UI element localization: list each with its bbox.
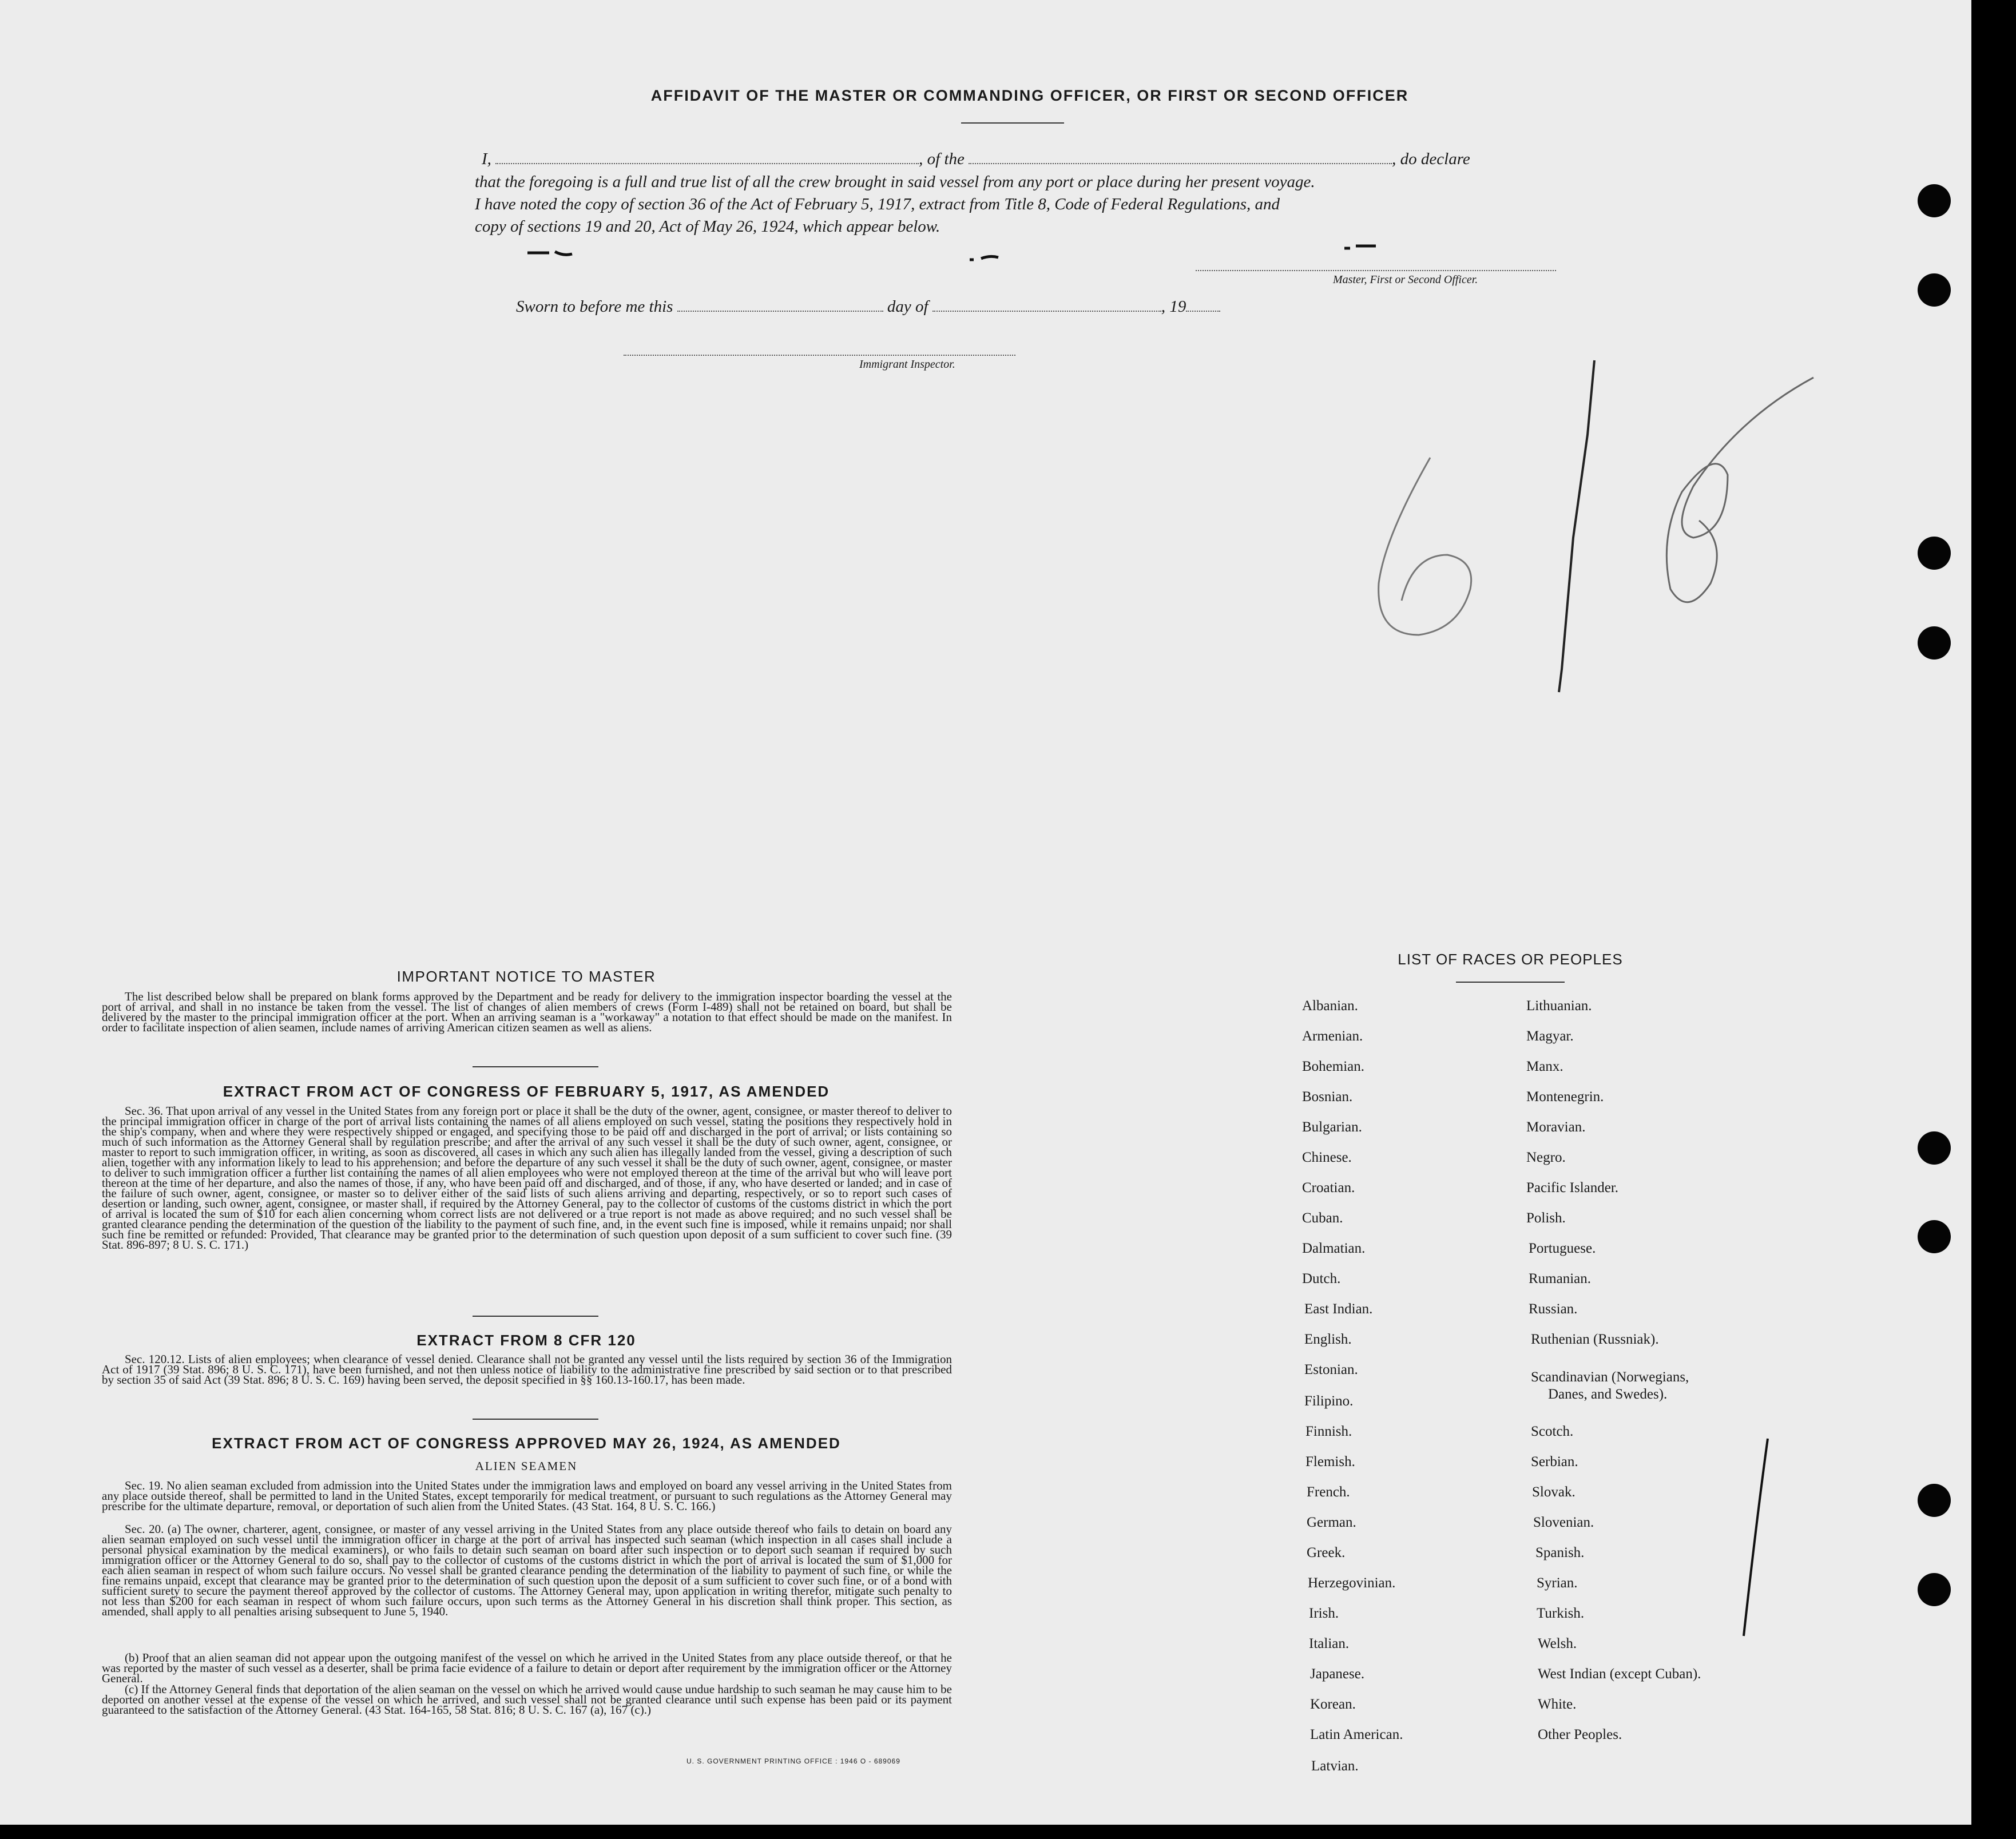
- sec20c-body: (c) If the Attorney General finds that deportation of the alien seaman on the vessel on which he arrived would cause undue hardship to such seaman he may cause him to be deported on another vessel at the expense of the vessel on which he arrived, and such vessel shall not be granted clearance until such expense has been paid or its payment guaranteed to the satisfaction of the Attorney General. (43 Stat. 164-165, 58 Stat. 816; 8 U. S. C. 167 (a), 167 (c).): [102, 1682, 952, 1717]
- punch-hole: [1918, 184, 1951, 217]
- race-item: Dutch.: [1302, 1271, 1341, 1286]
- race-item: Greek.: [1307, 1545, 1346, 1560]
- inspector-caption: Immigrant Inspector.: [859, 358, 955, 371]
- punch-hole: [1918, 1484, 1951, 1517]
- extract-1917-body: Sec. 36. That upon arrival of any vessel in the United States from any foreign port or place it shall be the duty of the owner, agent, consignee, or master thereof to deliver to the principal immigration officer in charge of the port of arrival lists containing the names of all aliens employed on such vessel, stating the positions they respectively hold in the ship's company, when and where they were respectively shipped or engaged, and specifying those to be paid off and discharged in the port of arrival; or lists containing so much of such information as the Attorney General shall by regulation prescribe; and after the arrival of any such vessel it shall be the duty of such owner, agent, consignee, or master to report to such immigration officer, in writing, as soon as discovered, all cases in which any such alien has illegally landed from the vessel, giving a description of such alien, together with any information likely to lead to his apprehension; and before the departure of any such vessel it shall be the duty of such owner, agent, consignee, or master to deliver to such immigration officer a further list containing the names of all alien employees who were not employed thereon at the time of the arrival but who will leave port thereon at the time of her departure, and also the names of those, if any, who have been paid off and discharged, and of those, if any, who have deserted or landed; and in case of the failure of such owner, agent, consignee, or master so to deliver either of the said lists of such aliens arriving and departing, respectively, or so to report such cases of desertion or landing, such owner, agent, consignee, or master shall, if required by the Attorney General, pay to the collector of customs of the customs district in which the port of arrival is located the sum of $10 for each alien concerning whom correct lists are not delivered or a true report is not made as above required; and no such vessel shall be granted clearance pending the determination of the question of the liability to the payment of such fine, and, in the event such fine is imposed, while it remains unpaid; nor shall such fine be remitted or refunded: Provided, That clearance may be granted prior to the determination of such question upon deposit of a sum sufficient to cover such fine. (39 Stat. 896-897; 8 U. S. C. 171.): [102, 1104, 952, 1252]
- divider: [473, 1419, 598, 1420]
- punch-hole: [1918, 273, 1951, 307]
- race-item: German.: [1307, 1515, 1356, 1530]
- race-item: Danes, and Swedes).: [1548, 1387, 1668, 1402]
- race-item: Italian.: [1309, 1636, 1350, 1651]
- race-item: Irish.: [1309, 1606, 1339, 1621]
- punch-hole: [1918, 626, 1951, 660]
- notice-title: IMPORTANT NOTICE TO MASTER: [396, 968, 656, 985]
- punch-hole: [1918, 537, 1951, 570]
- name-blank[interactable]: [495, 163, 919, 164]
- year-blank[interactable]: [1186, 311, 1220, 312]
- race-item: Turkish.: [1537, 1606, 1585, 1621]
- master-signature-line[interactable]: [1196, 256, 1556, 271]
- race-item: Estonian.: [1304, 1362, 1358, 1377]
- race-item: Scotch.: [1531, 1424, 1574, 1439]
- race-item: Scandinavian (Norwegians,: [1531, 1369, 1689, 1385]
- divider: [1456, 982, 1565, 983]
- race-item: Rumanian.: [1529, 1271, 1592, 1286]
- race-item: Herzegovinian.: [1308, 1575, 1396, 1591]
- punch-hole: [1918, 1131, 1951, 1165]
- race-item: Syrian.: [1537, 1575, 1578, 1591]
- race-item: French.: [1307, 1484, 1350, 1500]
- sec20a-body: Sec. 20. (a) The owner, charterer, agent, consignee, or master of any vessel arriving in the United States from any place outside thereof who fails to detain on board any alien seaman employed on such vessel until the immigration officer in charge at the port of arrival has inspected such seaman (which inspection in all cases shall include a personal physical examination by the medical examiners), or who fails to detain such seaman on board after such inspection or to deport such seaman if required by such immigration officer or the Attorney General to do so, shall pay to the collector of customs of the customs district in which the port of arrival is located the sum of $1,000 for each alien seaman in respect of whom such failure occurs. No vessel shall be granted clearance pending the determination of the liability to payment of such fine, or while the fine remains unpaid, except that clearance may be granted prior to the determination of such question upon the deposit of a sum sufficient to cover such fine, or of a bond with sufficient surety to secure the payment thereof approved by the collector of customs. The Attorney General may, upon application in writing therefor, mitigate such penalty to not less than $200 for each seaman in respect of whom such failure occurs, upon such terms as the Attorney General in his discretion shall think proper. This section, as amended, shall apply to all penalties arising subsequent to June 5, 1940.: [102, 1522, 952, 1618]
- race-item: Montenegrin.: [1526, 1089, 1604, 1105]
- divider: [961, 122, 1064, 124]
- race-item: West Indian (except Cuban).: [1538, 1666, 1701, 1682]
- race-item: Bohemian.: [1302, 1059, 1365, 1074]
- affidavit-line3: I have noted the copy of section 36 of the Act of February 5, 1917, extract from Title 8, Code of Federal Regulations, and: [475, 195, 1280, 213]
- race-item: Slovenian.: [1533, 1515, 1594, 1530]
- sworn-day-blank[interactable]: [677, 311, 883, 312]
- race-item: Bosnian.: [1302, 1089, 1353, 1105]
- race-item: Slovak.: [1532, 1484, 1576, 1500]
- affidavit-line2: that the foregoing is a full and true list of all the crew brought in said vessel from any port or place during her present voyage.: [475, 173, 1315, 191]
- race-item: Negro.: [1526, 1150, 1566, 1165]
- race-item: Polish.: [1526, 1210, 1566, 1226]
- handwritten-mark: [1733, 1436, 1779, 1642]
- race-item: Armenian.: [1302, 1028, 1363, 1044]
- race-item: Ruthenian (Russniak).: [1531, 1332, 1659, 1347]
- race-item: Korean.: [1310, 1697, 1356, 1712]
- race-item: Spanish.: [1535, 1545, 1585, 1560]
- race-item: Dalmatian.: [1302, 1241, 1366, 1256]
- punch-hole: [1918, 1220, 1951, 1253]
- race-item: Bulgarian.: [1302, 1119, 1362, 1135]
- year-label: , 19: [1161, 297, 1186, 316]
- inspector-signature-line[interactable]: [624, 343, 1015, 356]
- sworn-label: Sworn to before me this: [516, 297, 673, 316]
- month-blank[interactable]: [932, 311, 1161, 312]
- race-item: Magyar.: [1526, 1028, 1574, 1044]
- master-caption: Master, First or Second Officer.: [1333, 273, 1478, 286]
- race-item: Japanese.: [1310, 1666, 1365, 1682]
- printer-imprint: U. S. GOVERNMENT PRINTING OFFICE : 1946 O - 689069: [686, 1757, 900, 1765]
- race-item: White.: [1538, 1697, 1577, 1712]
- race-item: Moravian.: [1526, 1119, 1586, 1135]
- race-item: Portuguese.: [1529, 1241, 1596, 1256]
- race-item: Lithuanian.: [1526, 998, 1592, 1014]
- extract-cfr-title: EXTRACT FROM 8 CFR 120: [416, 1332, 636, 1349]
- races-title: LIST OF RACES OR PEOPLES: [1398, 951, 1623, 968]
- divider: [473, 1066, 598, 1067]
- race-item: Latvian.: [1311, 1758, 1359, 1774]
- race-item: Cuban.: [1302, 1210, 1343, 1226]
- handwritten-number-618: [1362, 349, 1848, 704]
- extract-1924-title: EXTRACT FROM ACT OF CONGRESS APPROVED MAY 26, 1924, AS AMENDED: [212, 1435, 841, 1452]
- extract-1917-title: EXTRACT FROM ACT OF CONGRESS OF FEBRUARY 5, 1917, AS AMENDED: [223, 1083, 830, 1100]
- race-item: Chinese.: [1302, 1150, 1352, 1165]
- punch-hole: [1918, 1573, 1951, 1606]
- race-item: Russian.: [1529, 1301, 1578, 1317]
- affidavit-title: AFFIDAVIT OF THE MASTER OR COMMANDING OFFICER, OR FIRST OR SECOND OFFICER: [650, 87, 1409, 104]
- extract-cfr-body: Sec. 120.12. Lists of alien employees; when clearance of vessel denied. Clearance shall not be granted any vessel until the lists required by section 36 of the Immigration Act of 1917 (39 Stat. 896; 8 U. S. C. 171), have been furnished, and not then unless notice of liability to the administrative fine prescribed by said section or to that prescribed by section 35 of said Act (39 Stat. 896; 8 U. S. C. 169) having been served, the deposit specified in §§ 160.13-160.17, has been made.: [102, 1352, 952, 1387]
- divider: [473, 1316, 598, 1317]
- vessel-blank[interactable]: [969, 163, 1392, 164]
- sec20b-body: (b) Proof that an alien seaman did not appear upon the outgoing manifest of the vessel on which he arrived in the United States from any place outside thereof, or that he was reported by the master of such vessel as a deserter, shall be prima facie evidence of a failure to detain or deport after requirement by the immigration officer or the Attorney General.: [102, 1651, 952, 1685]
- affidavit-do-declare: , do declare: [1392, 150, 1470, 168]
- race-item: Filipino.: [1304, 1393, 1354, 1409]
- affidavit-line1: [482, 150, 1557, 169]
- race-item: English.: [1304, 1332, 1352, 1347]
- race-item: Latin American.: [1310, 1727, 1403, 1742]
- race-item: Serbian.: [1531, 1454, 1578, 1469]
- race-item: East Indian.: [1304, 1301, 1373, 1317]
- day-of-label: day of: [887, 297, 928, 316]
- race-item: Croatian.: [1302, 1180, 1355, 1195]
- race-item: Pacific Islander.: [1526, 1180, 1619, 1195]
- race-item: Manx.: [1526, 1059, 1563, 1074]
- race-item: Other Peoples.: [1538, 1727, 1622, 1742]
- affidavit-of-the: , of the: [919, 150, 965, 168]
- race-item: Finnish.: [1305, 1424, 1352, 1439]
- race-item: Flemish.: [1305, 1454, 1355, 1469]
- affidavit-i: I,: [482, 150, 491, 168]
- sworn-line: [516, 297, 1220, 316]
- sec19-body: Sec. 19. No alien seaman excluded from admission into the United States under the immigration laws and employed on board any vessel arriving in the United States from any place outside thereof, shall be permitted to land in the United States, except temporarily for medical treatment, or pursuant to such regulations as the Attorney General may prescribe for the ultimate departure, removal, or deportation of such alien from the United States. (43 Stat. 164, 8 U. S. C. 166.): [102, 1479, 952, 1513]
- notice-body: The list described below shall be prepared on blank forms approved by the Department and be ready for delivery to the immigration inspector boarding the vessel at the port of arrival, and shall in no instance be taken from the vessel. The list of changes of alien members of crews (Form I-489) shall not be retained on board, but shall be delivered by the master to the principal immigration officer at the port. When an arriving seaman is a "workaway" a notation to that effect should be made on the manifest. In order to facilitate inspection of alien seamen, include names of arriving American citizen seamen as well as aliens.: [102, 990, 952, 1034]
- race-item: Welsh.: [1538, 1636, 1577, 1651]
- alien-seamen-subtitle: ALIEN SEAMEN: [475, 1459, 578, 1473]
- race-item: Albanian.: [1302, 998, 1358, 1014]
- affidavit-line4: copy of sections 19 and 20, Act of May 26, 1924, which appear below.: [475, 217, 940, 236]
